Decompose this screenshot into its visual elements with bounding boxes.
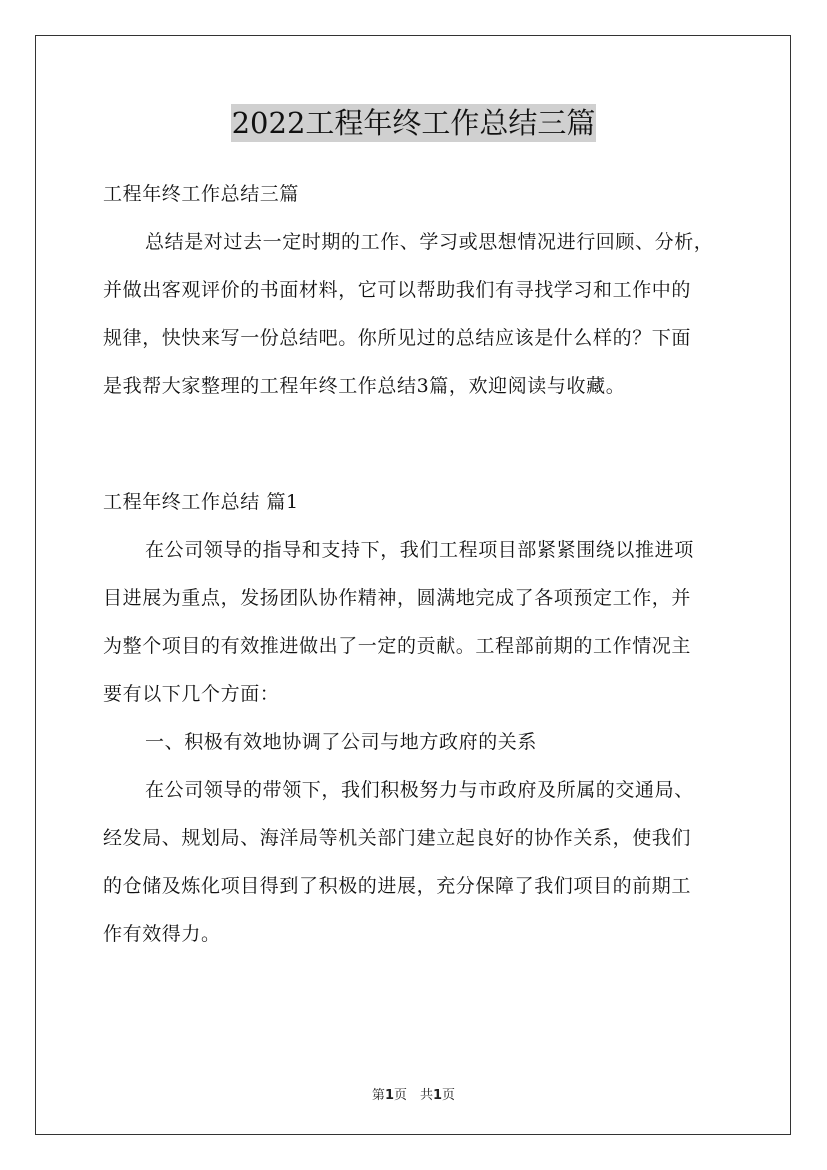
footer-mid: 页 共: [393, 1088, 433, 1103]
section-heading: 工程年终工作总结 篇1: [103, 491, 299, 513]
point-heading: 一、积极有效地协调了公司与地方政府的关系: [145, 731, 538, 753]
paragraph-line: 要有以下几个方面：: [103, 683, 280, 705]
intro-line: 是我帮大家整理的工程年终工作总结3篇，欢迎阅读与收藏。: [103, 375, 626, 397]
intro-line: 并做出客观评价的书面材料，它可以帮助我们有寻找学习和工作中的: [103, 279, 692, 301]
document-body: [103, 170, 728, 958]
intro-line: 总结是对过去一定时期的工作、学习或思想情况进行回顾、分析，: [145, 231, 714, 253]
paragraph-line: 的仓储及炼化项目得到了积极的进展，充分保障了我们项目的前期工: [103, 875, 692, 897]
page-footer: [0, 1084, 827, 1103]
intro-line: 规律，快快来写一份总结吧。你所见过的总结应该是什么样的？下面: [103, 327, 692, 349]
paragraph-line: 经发局、规划局、海洋局等机关部门建立起良好的协作关系，使我们: [103, 827, 692, 849]
paragraph-line: 作有效得力。: [103, 923, 221, 945]
footer-total-pages: 1: [433, 1088, 443, 1103]
paragraph-line: 在公司领导的指导和支持下，我们工程项目部紧紧围绕以推进项: [145, 539, 694, 561]
paragraph-line: 为整个项目的有效推进做出了一定的贡献。工程部前期的工作情况主: [103, 635, 692, 657]
paragraph-line: 在公司领导的带领下，我们积极努力与市政府及所属的交通局、: [145, 779, 694, 801]
paragraph-line: 目进展为重点，发扬团队协作精神，圆满地完成了各项预定工作，并: [103, 587, 692, 609]
subtitle: 工程年终工作总结三篇: [103, 183, 300, 205]
document-title: [0, 103, 827, 142]
section-spacer: [103, 410, 728, 478]
footer-prefix: 第: [371, 1088, 385, 1103]
footer-suffix: 页: [442, 1088, 456, 1103]
footer-page-number: 1: [384, 1088, 394, 1103]
document-title-text: 2022工程年终工作总结三篇: [231, 106, 596, 140]
